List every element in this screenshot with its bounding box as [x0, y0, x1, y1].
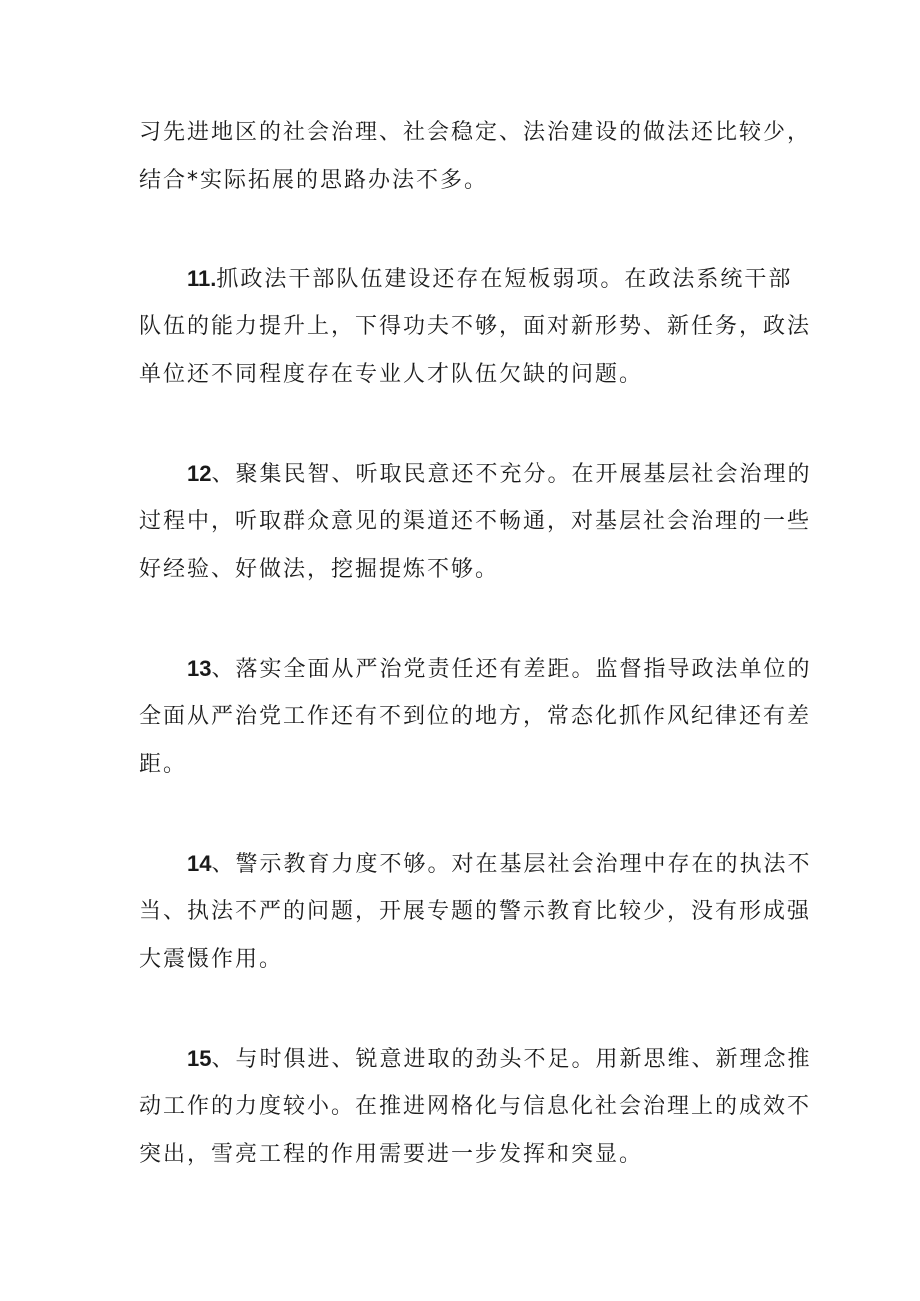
- paragraph-item-12: [139, 450, 812, 594]
- paragraph-line-text: 抓政法干部队伍建设还存在短板弱项。在政法系统干部: [216, 267, 793, 292]
- paragraph-line: [139, 255, 793, 303]
- paragraph-line: 队伍的能力提升上，下得功夫不够，面对新形势、新任务，政法: [139, 314, 812, 339]
- paragraph-line: 当、执法不严的问题，开展专题的警示教育比较少，没有形成强: [139, 899, 812, 924]
- item-number: 15: [187, 1046, 212, 1071]
- item-number: 11.: [187, 266, 217, 291]
- paragraph-line: 突出，雪亮工程的作用需要进一步发挥和突显。: [139, 1142, 644, 1167]
- paragraph-line: [139, 450, 812, 498]
- item-number: 14: [187, 851, 212, 876]
- paragraph-line-text: 、警示教育力度不够。对在基层社会治理中存在的执法不: [211, 852, 812, 877]
- paragraph-line: 距。: [139, 752, 188, 777]
- paragraph-line: 大震慑作用。: [139, 947, 284, 972]
- paragraph-item-11: [139, 255, 812, 399]
- paragraph-line-text: 、聚集民智、听取民意还不充分。在开展基层社会治理的: [211, 462, 812, 487]
- paragraph-line: 好经验、好做法，挖掘提炼不够。: [139, 557, 500, 582]
- paragraph-line: [139, 645, 812, 693]
- paragraph-line: 动工作的力度较小。在推进网格化与信息化社会治理上的成效不: [139, 1094, 812, 1119]
- paragraph-line: [139, 1035, 812, 1083]
- item-number: 12: [187, 461, 212, 486]
- paragraph-item-14: [139, 840, 812, 984]
- paragraph-line-text: 、与时俱进、锐意进取的劲头不足。用新思维、新理念推: [211, 1047, 812, 1072]
- paragraph-item-15: [139, 1035, 812, 1179]
- paragraph-line-text: 、落实全面从严治党责任还有差距。监督指导政法单位的: [211, 657, 812, 682]
- paragraph-item-13: [139, 645, 812, 789]
- paragraph-line: 全面从严治党工作还有不到位的地方，常态化抓作风纪律还有差: [139, 704, 812, 729]
- paragraph-line: 单位还不同程度存在专业人才队伍欠缺的问题。: [139, 362, 644, 387]
- paragraph-line: 过程中，听取群众意见的渠道还不畅通，对基层社会治理的一些: [139, 509, 812, 534]
- paragraph-line: [139, 840, 812, 888]
- paragraph-continuation: [139, 109, 812, 205]
- paragraph-line: 习先进地区的社会治理、社会稳定、法治建设的做法还比较少，: [139, 120, 812, 145]
- paragraph-line: 结合*实际拓展的思路办法不多。: [139, 168, 489, 193]
- item-number: 13: [187, 656, 212, 681]
